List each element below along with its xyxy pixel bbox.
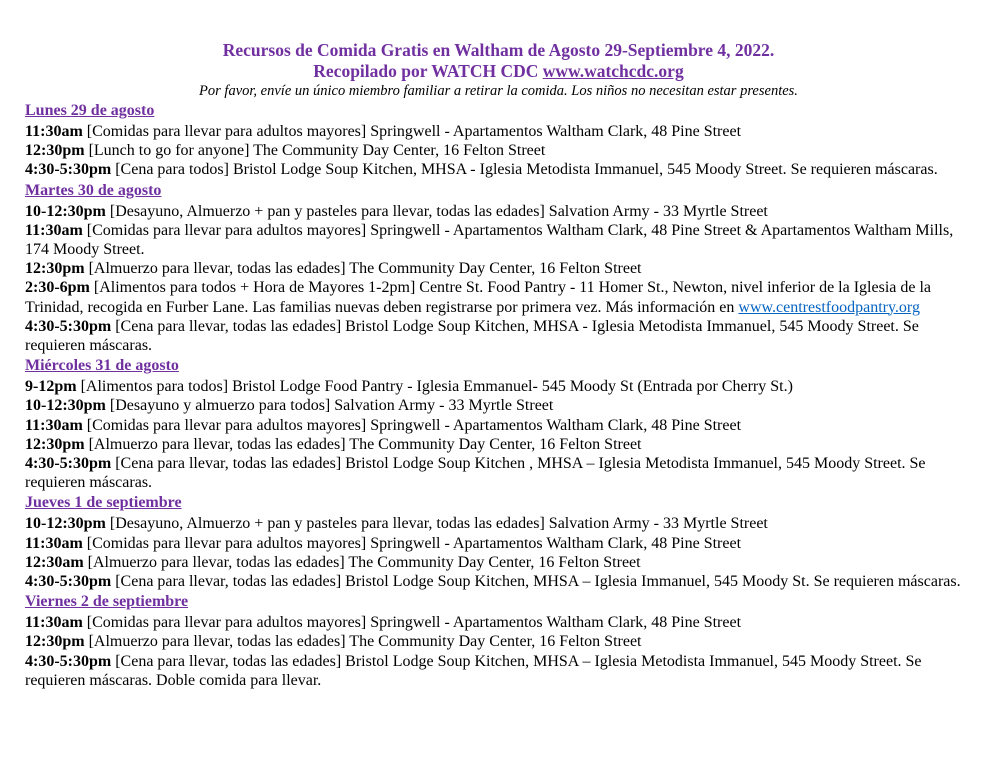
entry-time: 12:30pm [25,435,85,453]
schedule-entry [25,572,972,591]
entry-text: [Comidas para llevar para adultos mayores] Springwell - Apartamentos Waltham Clark, 48 Pine Street [82,614,742,632]
document-title: Recursos de Comida Gratis en Waltham de Agosto 29-Septiembre 4, 2022. [222,40,775,60]
entry-time: 11:30am [25,221,83,239]
compiled-by-text: Recopilado por WATCH CDC [313,61,543,81]
compiled-by-line [25,61,972,82]
entry-time: 12:30pm [25,142,85,160]
centrestfoodpantry-link[interactable]: www.centrestfoodpantry.org [738,298,920,316]
schedule-entry [25,278,972,316]
schedule-entry [25,454,972,492]
schedule-entry [25,435,972,454]
schedule-entry [25,377,972,396]
document-header [25,40,972,100]
schedule-entry [25,317,972,355]
schedule-entry [25,141,972,160]
day-section-wednesday [25,357,972,492]
entry-text: [Cena para llevar, todas las edades] Bristol Lodge Soup Kitchen , MHSA – Iglesia Metodista Immanuel, 545 Moody Street. Se requieren máscaras. [25,455,926,492]
day-heading: Miércoles 31 de agosto [25,357,179,375]
day-heading: Martes 30 de agosto [25,181,162,199]
entry-text: [Lunch to go for anyone] The Community Day Center, 16 Felton Street [84,142,546,160]
entry-time: 12:30pm [25,633,85,651]
schedule-entry [25,396,972,415]
entry-text: [Cena para llevar, todas las edades] Bristol Lodge Soup Kitchen, MHSA – Iglesia Immanuel, 545 Moody St. Se requieren máscaras. [111,573,961,591]
entry-text: [Almuerzo para llevar, todas las edades] The Community Day Center, 16 Felton Street [84,435,642,453]
schedule-entry [25,553,972,572]
entry-time: 4:30-5:30pm [25,573,112,591]
day-section-friday [25,593,972,690]
entry-text: [Cena para llevar, todas las edades] Bristol Lodge Soup Kitchen, MHSA – Iglesia Metodista Immanuel, 545 Moody Street. Se requieren máscaras. Doble comida para llevar. [25,652,922,689]
entry-time: 10-12:30pm [25,202,106,220]
entry-text: [Almuerzo para llevar, todas las edades] The Community Day Center, 16 Felton Street [83,553,641,571]
day-heading: Viernes 2 de septiembre [25,593,189,611]
schedule-entry [25,202,972,221]
entry-time: 10-12:30pm [25,397,106,415]
pickup-note: Por favor, envíe un único miembro familiar a retirar la comida. Los niños no necesitan estar presentes. [199,83,798,99]
schedule-entry [25,259,972,278]
entry-text: [Cena para todos] Bristol Lodge Soup Kitchen, MHSA - Iglesia Metodista Immanuel, 545 Moody Street. Se requieren máscaras. [111,161,938,179]
entry-time: 12:30pm [25,260,85,278]
watchcdc-link[interactable]: www.watchcdc.org [542,61,684,81]
entry-time: 11:30am [25,534,83,552]
entry-time: 4:30-5:30pm [25,317,112,335]
day-section-thursday [25,494,972,591]
entry-text: [Alimentos para todos] Bristol Lodge Food Pantry - Iglesia Emmanuel- 545 Moody St (Entrada por Cherry St.) [76,378,793,396]
entry-time: 4:30-5:30pm [25,455,112,473]
entry-time: 9-12pm [25,378,77,396]
day-section-monday [25,102,972,180]
schedule-entry [25,652,972,690]
schedule-entry [25,160,972,179]
entry-text: [Comidas para llevar para adultos mayores] Springwell - Apartamentos Waltham Clark, 48 Pine Street [82,416,742,434]
schedule-entry [25,122,972,141]
entry-text: [Almuerzo para llevar, todas las edades] The Community Day Center, 16 Felton Street [84,260,642,278]
schedule-entry [25,632,972,651]
entry-text: [Comidas para llevar para adultos mayores] Springwell - Apartamentos Waltham Clark, 48 Pine Street & Apartamentos Waltham Mills, 174 Moody Street. [25,221,954,259]
entry-text: [Cena para llevar, todas las edades] Bristol Lodge Soup Kitchen, MHSA - Iglesia Metodista Immanuel, 545 Moody Street. Se requieren máscaras. [25,317,919,355]
entry-text: [Almuerzo para llevar, todas las edades] The Community Day Center, 16 Felton Street [84,633,642,651]
entry-time: 10-12:30pm [25,515,106,533]
entry-text: [Desayuno y almuerzo para todos] Salvation Army - 33 Myrtle Street [105,397,554,415]
entry-time: 12:30am [25,553,84,571]
entry-time: 2:30-6pm [25,279,90,297]
schedule-entry [25,534,972,553]
schedule-entry [25,416,972,435]
entry-time: 4:30-5:30pm [25,161,112,179]
entry-time: 4:30-5:30pm [25,652,112,670]
day-heading: Jueves 1 de septiembre [25,494,182,512]
day-section-tuesday [25,182,972,356]
entry-time: 11:30am [25,416,83,434]
entry-text: [Alimentos para todos + Hora de Mayores 1-2pm] Centre St. Food Pantry - 11 Homer St., Newton, nivel inferior de la Iglesia de la Trinidad, recogida en Furber Lane. Las familias nuevas deben registrarse por primera vez. Más información en [25,279,932,316]
entry-text: [Desayuno, Almuerzo + pan y pasteles para llevar, todas las edades] Salvation Army - 33 Myrtle Street [105,515,768,533]
entry-text: [Desayuno, Almuerzo + pan y pasteles para llevar, todas las edades] Salvation Army - 33 Myrtle Street [105,202,768,220]
schedule-entry [25,613,972,632]
entry-text: [Comidas para llevar para adultos mayores] Springwell - Apartamentos Waltham Clark, 48 Pine Street [82,534,742,552]
entry-time: 11:30am [25,614,83,632]
entry-time: 11:30am [25,123,83,140]
entry-text: [Comidas para llevar para adultos mayores] Springwell - Apartamentos Waltham Clark, 48 Pine Street [82,123,742,140]
schedule-entry [25,514,972,533]
day-heading: Lunes 29 de agosto [25,102,155,119]
schedule-entry [25,221,972,259]
